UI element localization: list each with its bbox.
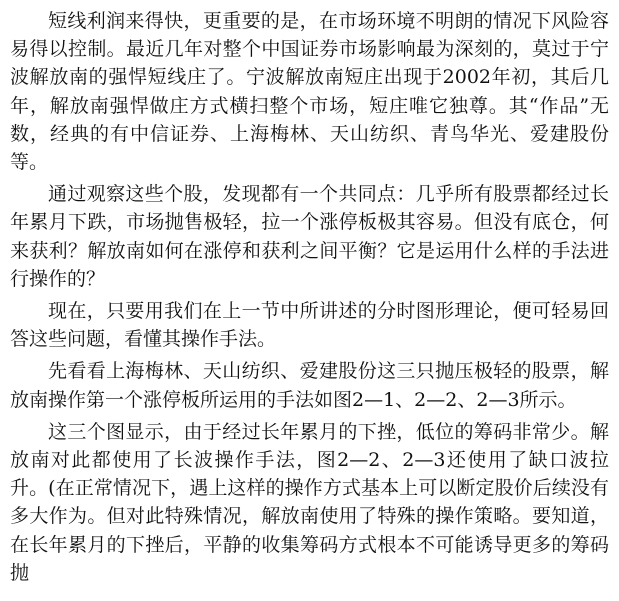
paragraph-5: 这三个图显示，由于经过长年累月的下挫，低位的筹码非常少。解放南对此都使用了长波操作手法，图2—2、2—3还使用了缺口波拉升。(在正常情况下，遇上这样的操作方式基本上可以断定股价后续没有多大作为。但对此特殊情况，解放南使用了特殊的操作策略。要知道，在长年累月的下挫后，平静的收集筹码方式根本不可能诱导更多的筹码抛 xyxy=(10,420,609,584)
paragraph-2: 通过观察这些个股，发现都有一个共同点：几乎所有股票都经过长年累月下跌，市场抛售极轻，拉一个涨停板极其容易。但没有底仓，何来获利？解放南如何在涨停和获利之间平衡？它是运用什么样的手法进行操作的？ xyxy=(10,183,609,290)
paragraph-4: 先看看上海梅林、天山纺织、爱建股份这三只抛压极轻的股票，解放南操作第一个涨停板所运用的手法如图2—1、2—2、2—3所示。 xyxy=(10,360,609,411)
paragraph-3: 现在，只要用我们在上一节中所讲述的分时图形理论，便可轻易回答这些问题，看懂其操作手法。 xyxy=(10,300,609,351)
paragraph-1: 短线利润来得快，更重要的是，在市场环境不明朗的情况下风险容易得以控制。最近几年对整个中国证券市场影响最为深刻的，莫过于宁波解放南的强悍短线庄了。宁波解放南短庄出现于2002年初，其后几年，解放南强悍做庄方式横扫整个市场，短庄唯它独尊。其“作品”无数，经典的有中信证券、上海梅林、天山纺织、青鸟华光、爱建股份等。 xyxy=(10,10,609,174)
